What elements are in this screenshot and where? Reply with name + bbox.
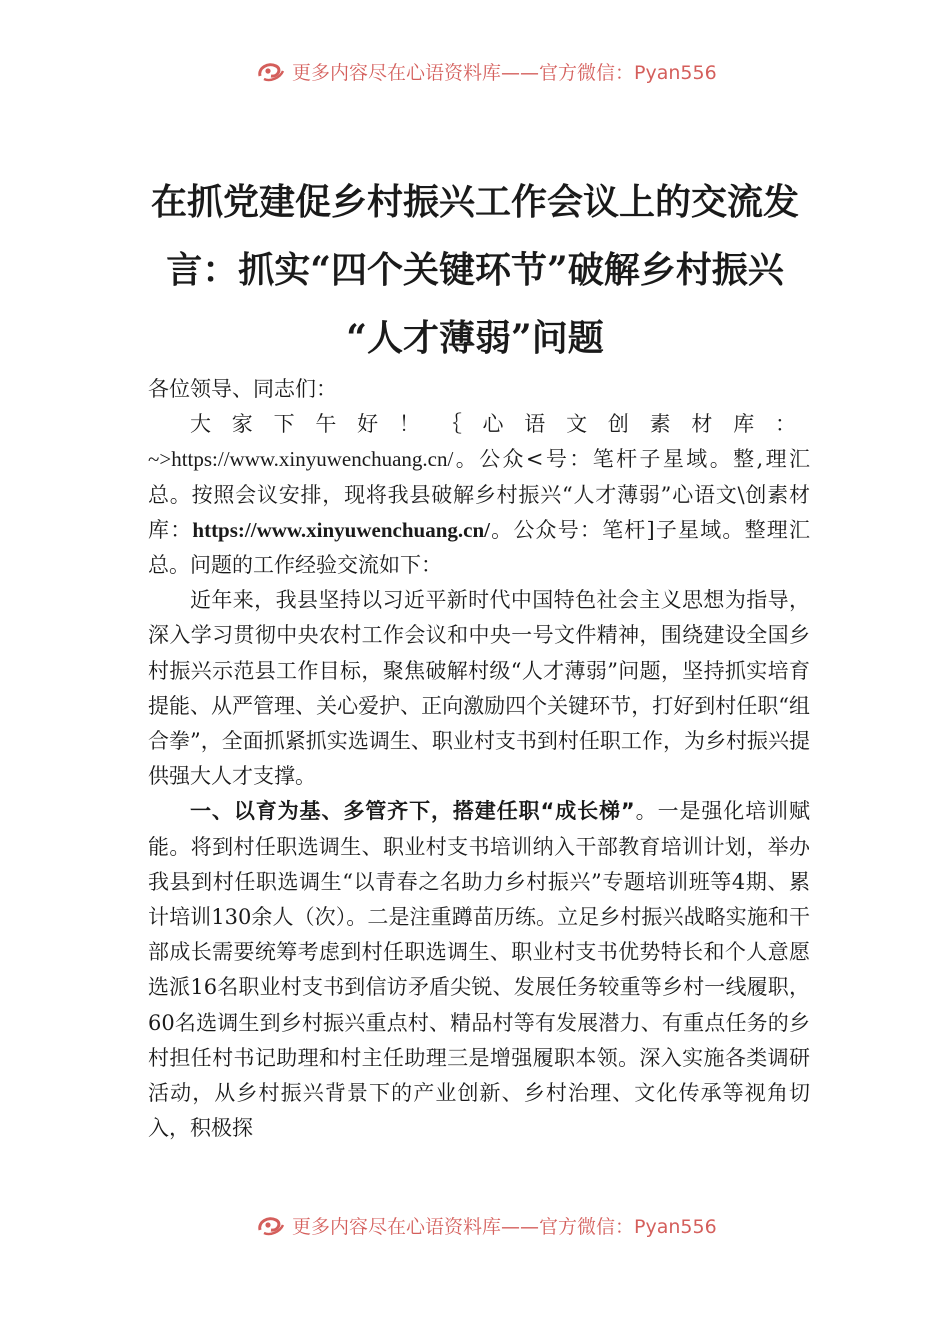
watermark-bottom	[256, 1210, 717, 1240]
paragraph-opening	[148, 407, 810, 583]
document-body	[148, 372, 810, 1146]
section-heading: 一、以育为基、多管齐下，搭建任职“成长梯”	[190, 799, 635, 824]
title-line: “人才薄弱”问题	[346, 317, 604, 359]
title-line: 在抓党建促乡村振兴工作会议上的交流发	[150, 181, 799, 223]
watermark-text: 更多内容尽在心语资料库——官方微信：Pyan556	[292, 1215, 717, 1238]
paragraph-intro: 近年来，我县坚持以习近平新时代中国特色社会主义思想为指导，深入学习贯彻中央农村工作会议和中央一号文件精神，围绕建设全国乡村振兴示范县工作目标，聚焦破解村级“人才薄弱”问题，坚持抓实培育提能、从严管理、关心爱护、正向激励四个关键环节，打好到村任职“组合拳”，全面抓紧抓实选调生、职业村支书到村任职工作，为乡村振兴提供强大人才支撑。	[148, 588, 810, 789]
source-url: https://www.xinyuwenchuang.cn/	[192, 517, 490, 542]
salutation: 各位领导、同志们：	[148, 377, 337, 401]
source-url: ~>https://www.xinyuwenchuang.cn/	[148, 447, 454, 472]
brand-swirl-icon	[256, 1214, 286, 1236]
greeting-text: 大家下午好！｛心语文创素材库：	[190, 412, 810, 437]
brand-swirl-icon	[256, 60, 286, 82]
paragraph-text: 。公众<号：笔杆子星域。整,理汇总。按照会议安排，现将我县破解乡村振兴“人才薄弱”心语文\创素材库：	[148, 447, 810, 542]
title-line: 言：抓实“四个关键环节”破解乡村振兴	[166, 249, 784, 291]
watermark-text: 更多内容尽在心语资料库——官方微信：Pyan556	[292, 61, 717, 84]
watermark-top	[256, 56, 717, 86]
paragraph-text: 。公众号：笔杆]子星域。整理汇总。问题的工作经验交流如下：	[148, 517, 811, 578]
paragraph-text: 。一是强化培训赋能。将到村任职选调生、职业村支书培训纳入干部教育培训计划，举办我县到村任职选调生“以青春之名助力乡村振兴”专题培训班等4期、累计培训130余人（次）。二是注重蹲苗历练。立足乡村振兴战略实施和干部成长需要统筹考虑到村任职选调生、职业村支书优势特长和个人意愿选派16名职业村支书到信访矛盾尖锐、发展任务较重等乡村一线履职，60名选调生到乡村振兴重点村、精品村等有发展潜力、有重点任务的乡村担任村书记助理和村主任助理三是增强履职本领。深入实施各类调研活动，从乡村振兴背景下的产业创新、乡村治理、文化传承等视角切入，积极探	[148, 799, 811, 1141]
paragraph-section-one	[148, 794, 810, 1146]
document-title	[120, 168, 830, 372]
